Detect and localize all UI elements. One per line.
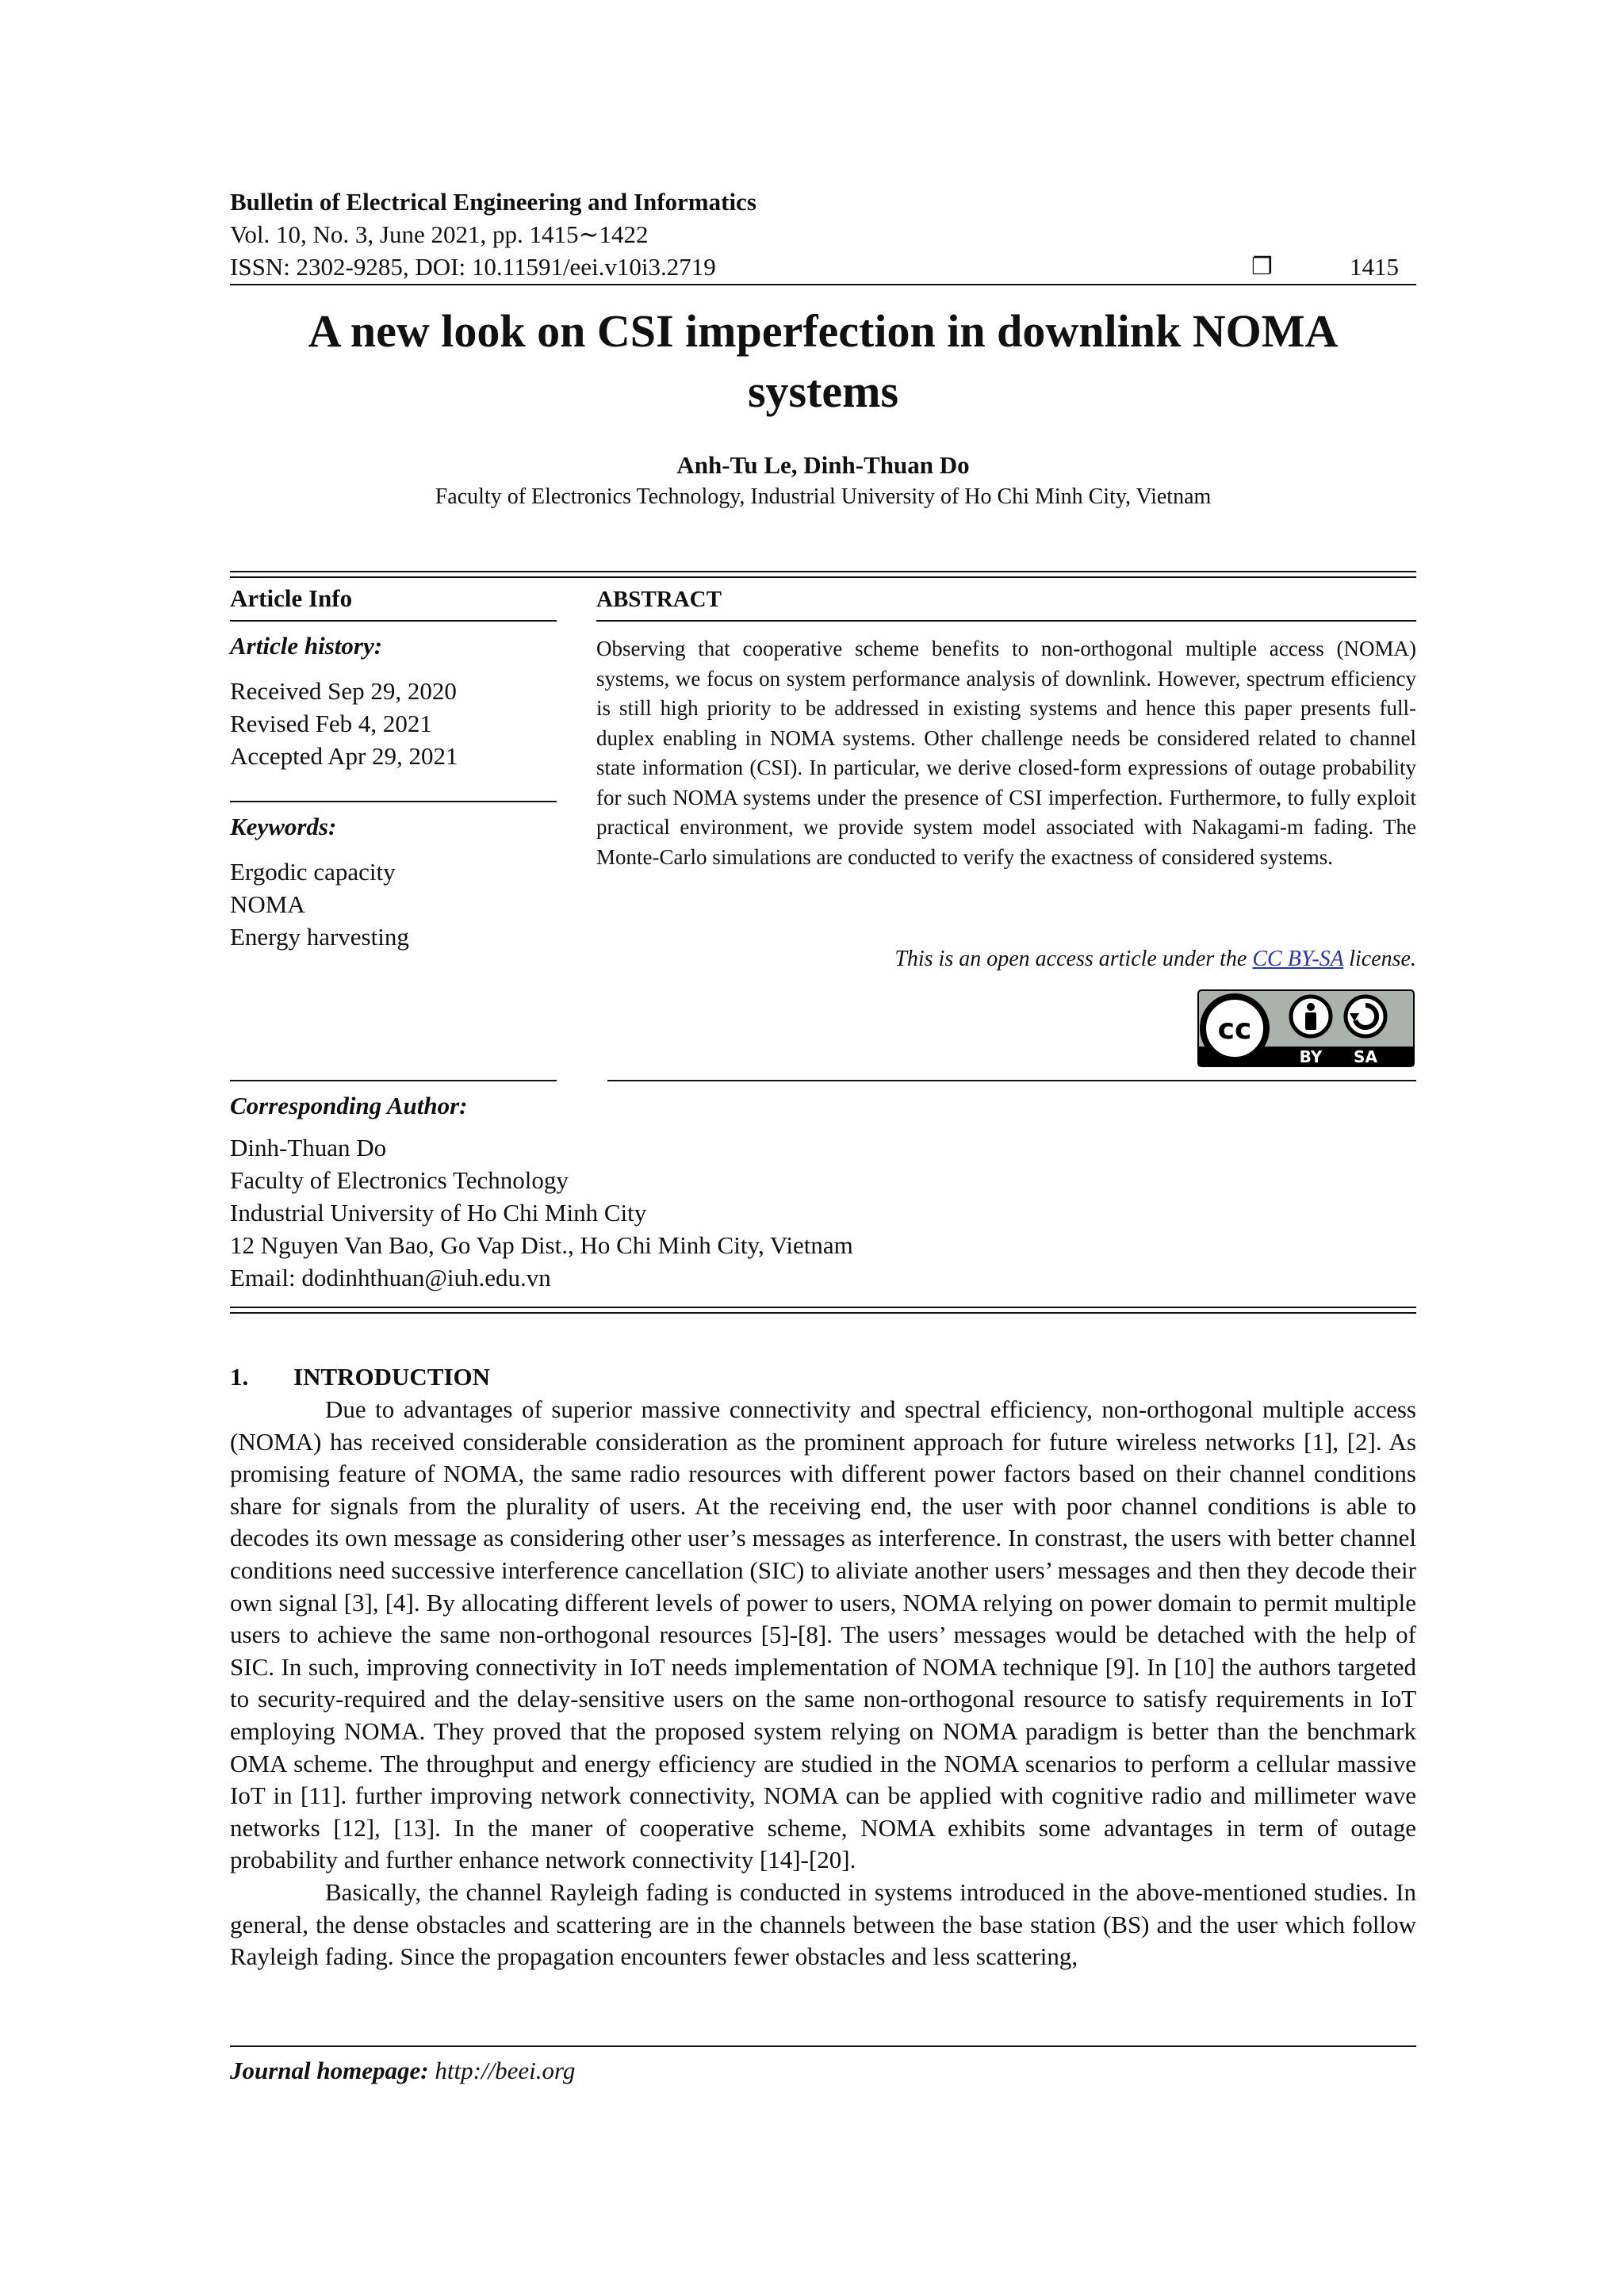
abstract-text: Observing that cooperative scheme benefits to non-orthogonal multiple access (NOMA) systems, we focus on system performance analysis of downlink. However, spectrum efficiency is still high priority to be addressed in existing systems and hence this paper presents full-duplex enabling in NOMA systems. Other challenge needs be considered related to channel state information (CSI). In particular, we derive closed-form expressions of outage probability for such NOMA systems under the presence of CSI imperfection. Furthermore, to fully exploit practical environment, we provide system model associated with Nakagami-m fading. The Monte-Carlo simulations are conducted to verify the exactness of considered systems. [596, 637, 1416, 869]
issn-doi: ISSN: 2302-9285, DOI: 10.11591/eei.v10i3.2719 [230, 253, 716, 281]
intro-paragraph: Due to advantages of superior massive connectivity and spectral efficiency, non-orthogonal multiple access (NOMA) has received considerable consideration as the prominent approach for future wireless networks [1], [2]. As promising feature of NOMA, the same radio resources with different power factors based on their channel conditions share for signals from the plurality of users. At the receiving end, the user with poor channel conditions is able to decodes its own message as considering other user’s messages as interference. In constrast, the users with better channel conditions need successive interference cancellation (SIC) to aliviate another users’ messages and then they decode their own signal [3], [4]. By allocating different levels of power to users, NOMA relying on power domain to permit multiple users to achieve the same non-orthogonal resources [5]-[8]. The users’ messages would be detached with the help of SIC. In such, improving connectivity in IoT needs implementation of NOMA technique [9]. In [10] the authors targeted to security-required and the delay-sensitive users on the same non-orthogonal resource to satisfy requirements in IoT employing NOMA. They proved that the proposed system relying on NOMA paradigm is better than the benchmark OMA scheme. The throughput and energy efficiency are studied in the NOMA scenarios to perform a cellular massive IoT in [11]. further improving network connectivity, NOMA can be applied with cognitive radio and millimeter wave networks [12], [13]. In the maner of cooperative scheme, NOMA exhibits some advantages in term of outage probability and further enhance network connectivity [14]-[20]. [230, 1395, 1416, 1874]
badge-sa-text: SA [1354, 1047, 1377, 1066]
paper-title: A new look on CSI imperfection in downlink NOMA systems [308, 305, 1339, 417]
paper-page [230, 0, 1416, 2296]
keywords-block [230, 810, 557, 953]
article-info [230, 582, 557, 614]
license-prefix: This is an open access article under the [894, 947, 1253, 971]
section-number: 1. [230, 1363, 249, 1391]
section-heading [230, 1360, 490, 1393]
running-header [230, 186, 1416, 283]
article-history [230, 629, 557, 772]
box-icon: ❐ [1251, 253, 1273, 281]
header-rule [230, 284, 1416, 285]
info-top-rule [230, 571, 1416, 578]
corr-left-rule [230, 1080, 557, 1081]
license-line [894, 945, 1416, 974]
corresponding-author [230, 1089, 1416, 1294]
abstract-heading: ABSTRACT [596, 587, 722, 612]
license-link[interactable]: CC BY-SA [1252, 947, 1344, 971]
article-info-rule [230, 620, 557, 622]
corr-right-rule [607, 1080, 1416, 1081]
paper-affiliation: Faculty of Electronics Technology, Industrial University of Ho Chi Minh City, Vietnam [435, 484, 1212, 509]
intro-paragraph: Basically, the channel Rayleigh fading is conducted in systems introduced in the above-mentioned studies. In general, the dense obstacles and scattering are in the channels between the base station (BS) and the user which follow Rayleigh fading. Since the propagation encounters fewer obstacles and less scattering, [230, 1877, 1416, 1971]
corr-line: Industrial University of Ho Chi Minh City [230, 1199, 647, 1226]
header-issn-row [230, 251, 1416, 283]
info-bottom-rule [230, 1307, 1416, 1314]
received-date: Received Sep 29, 2020 [230, 677, 457, 705]
keyword-item: NOMA [230, 890, 305, 918]
article-info-heading: Article Info [230, 584, 353, 612]
corr-line: Dinh-Thuan Do [230, 1134, 387, 1161]
cc-by-sa-badge-icon[interactable] [1197, 989, 1415, 1067]
footer-rule [230, 2045, 1416, 2047]
abstract-rule [596, 620, 1416, 622]
corr-line: 12 Nguyen Van Bao, Go Vap Dist., Ho Chi Minh City, Vietnam [230, 1231, 853, 1259]
license-suffix: license. [1343, 947, 1416, 971]
badge-by-text: BY [1299, 1047, 1323, 1066]
page-number: 1415 [1350, 253, 1399, 281]
paper-authors: Anh-Tu Le, Dinh-Thuan Do [676, 451, 970, 479]
corr-email: Email: dodinhthuan@iuh.edu.vn [230, 1264, 551, 1292]
article-history-heading: Article history: [230, 632, 383, 660]
section-title: INTRODUCTION [293, 1363, 491, 1391]
journal-name: Bulletin of Electrical Engineering and Informatics [230, 188, 756, 216]
badge-cc-text: cc [1217, 1013, 1252, 1046]
footer [230, 2055, 575, 2087]
revised-date: Revised Feb 4, 2021 [230, 710, 432, 737]
accepted-date: Accepted Apr 29, 2021 [230, 742, 458, 770]
keyword-item: Ergodic capacity [230, 858, 396, 886]
keywords-heading: Keywords: [230, 813, 337, 840]
footer-label: Journal homepage: [230, 2057, 429, 2084]
footer-url[interactable]: http://beei.org [435, 2057, 576, 2084]
introduction-body [230, 1394, 1416, 1973]
keywords-rule [230, 801, 557, 802]
journal-volume: Vol. 10, No. 3, June 2021, pp. 1415∼1422 [230, 220, 649, 248]
corresponding-heading: Corresponding Author: [230, 1092, 468, 1119]
corr-line: Faculty of Electronics Technology [230, 1166, 569, 1194]
keyword-item: Energy harvesting [230, 923, 409, 951]
